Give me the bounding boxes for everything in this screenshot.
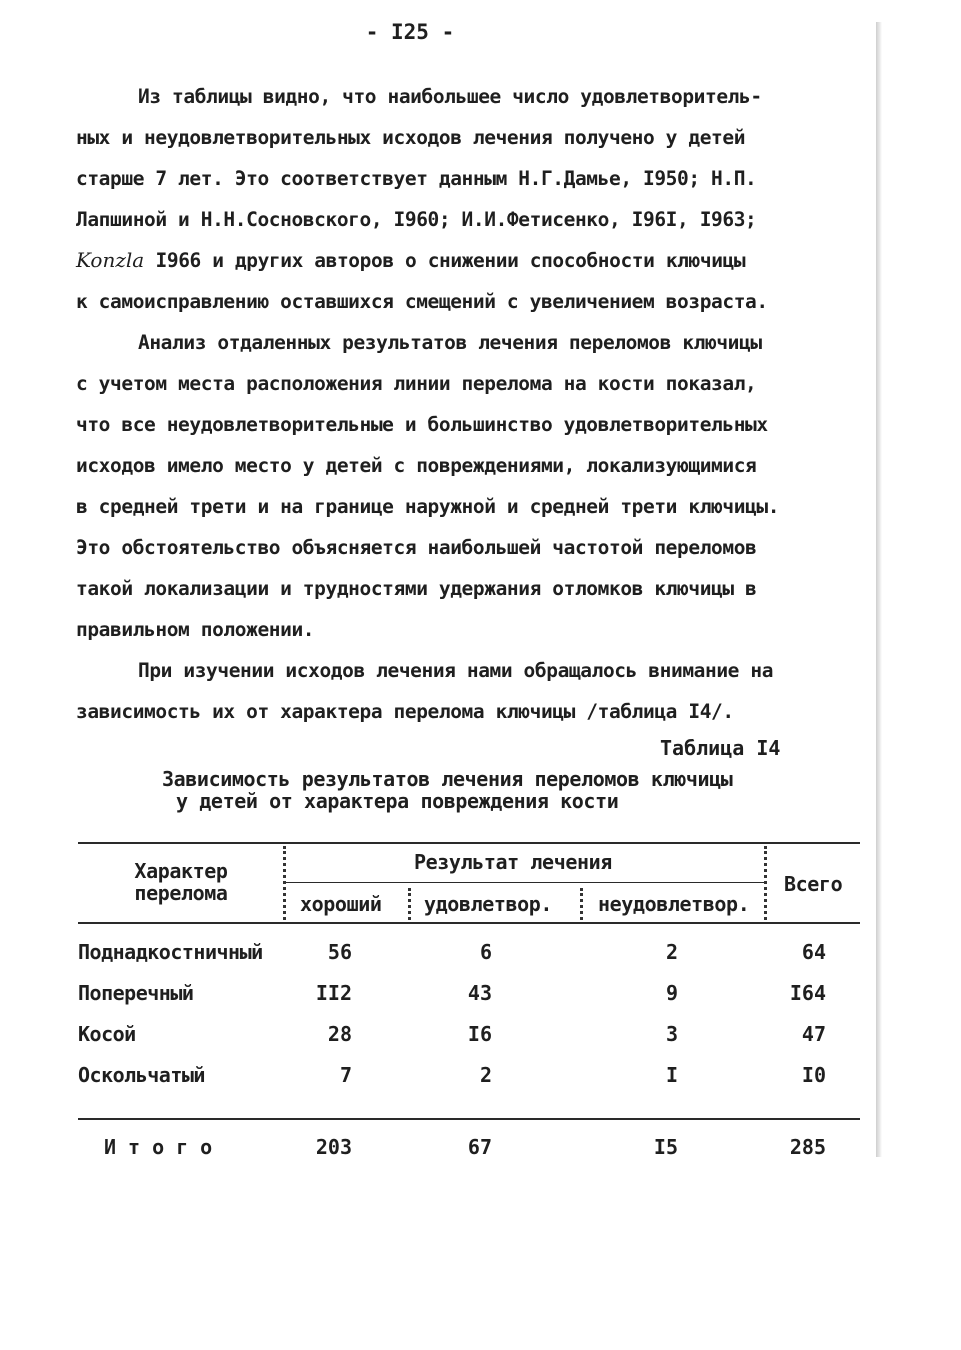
cell-total: I0 <box>801 1063 826 1087</box>
table-label: Таблица I4 <box>660 736 781 760</box>
cell-satisfactory: 2 <box>479 1063 492 1087</box>
cell-total: 285 <box>789 1135 826 1159</box>
cell-satisfactory: I6 <box>467 1022 492 1046</box>
text-line <box>76 240 846 281</box>
cell-type: Оскольчатый <box>78 1063 205 1087</box>
cell-unsatisfactory: 2 <box>665 940 678 964</box>
cell-total: 47 <box>801 1022 826 1046</box>
header-text: перелома <box>134 881 228 905</box>
text-line: с учетом места расположения линии перелома на кости показал, <box>76 372 757 395</box>
cell-satisfactory: 67 <box>467 1135 492 1159</box>
table-header-unsatisfactory: неудовлетвор. <box>598 892 750 916</box>
handwritten-author-name: Konzla <box>76 248 145 272</box>
header-text: Характер <box>134 859 228 883</box>
table-header-fracture-type <box>126 860 236 904</box>
text-line: Из таблицы видно, что наибольшее число удовлетворитель- <box>138 85 762 108</box>
table-title <box>150 768 790 812</box>
table-row <box>0 981 961 1017</box>
cell-satisfactory: 6 <box>479 940 492 964</box>
table-column-separator <box>408 888 411 920</box>
text-line: При изучении исходов лечения нами обращалось внимание на <box>138 659 774 682</box>
totals-label: Итого <box>104 1135 225 1159</box>
table-row <box>0 1022 961 1058</box>
table-header-good: хороший <box>300 892 382 916</box>
page-number: - I25 - <box>365 20 455 44</box>
text-line: зависимость их от характера перелома ключицы /таблица I4/. <box>76 700 734 723</box>
table-totals-row <box>0 1135 961 1171</box>
cell-type: Поднадкостничный <box>78 940 263 964</box>
cell-good: 7 <box>339 1063 352 1087</box>
text-line-rest: I966 и других авторов о снижении способности ключицы <box>155 249 746 272</box>
table-header-total: Всего <box>784 872 843 896</box>
text-line: Анализ отдаленных результатов лечения переломов ключицы <box>138 331 762 354</box>
cell-good: 28 <box>327 1022 352 1046</box>
table-header-result: Результат лечения <box>414 850 612 874</box>
text-line: что все неудовлетворительные и большинство удовлетворительных <box>76 413 768 436</box>
text-line: правильном положении. <box>76 618 315 641</box>
table-totals-rule <box>78 1118 860 1120</box>
cell-good: 56 <box>327 940 352 964</box>
table-title-line: у детей от характера повреждения кости <box>176 789 619 813</box>
cell-unsatisfactory: 3 <box>665 1022 678 1046</box>
cell-type: Косой <box>78 1022 136 1046</box>
cell-total: 64 <box>801 940 826 964</box>
body-text <box>76 76 846 732</box>
table-column-separator <box>764 846 767 920</box>
text-line: к самоисправлению оставшихся смещений с увеличением возраста. <box>76 290 768 313</box>
cell-unsatisfactory: I5 <box>653 1135 678 1159</box>
table-top-rule <box>78 842 860 844</box>
table-header-bottom-rule <box>78 922 860 924</box>
table-row <box>0 940 961 976</box>
cell-good: 203 <box>315 1135 352 1159</box>
text-line: ных и неудовлетворительных исходов лечения получено у детей <box>76 126 746 149</box>
table-title-line: Зависимость результатов лечения переломов ключицы <box>162 767 733 791</box>
text-line: Это обстоятельство объясняется наибольшей частотой переломов <box>76 536 757 559</box>
table-header-satisfactory: удовлетвор. <box>424 892 553 916</box>
table-header-subrule <box>286 882 764 883</box>
text-line: в средней трети и на границе наружной и средней трети ключицы. <box>76 495 780 518</box>
table-row <box>0 1063 961 1099</box>
cell-type: Поперечный <box>78 981 194 1005</box>
cell-total: I64 <box>789 981 826 1005</box>
text-line: такой локализации и трудностями удержания отломков ключицы в <box>76 577 757 600</box>
text-line: исходов имело место у детей с повреждениями, локализующимися <box>76 454 757 477</box>
cell-satisfactory: 43 <box>467 981 492 1005</box>
cell-unsatisfactory: I <box>665 1063 678 1087</box>
cell-good: II2 <box>315 981 352 1005</box>
cell-unsatisfactory: 9 <box>665 981 678 1005</box>
text-line: Лапшиной и Н.Н.Сосновского, I960; И.И.Фетисенко, I96I, I963; <box>76 208 757 231</box>
table-column-separator <box>580 888 583 920</box>
text-line: старше 7 лет. Это соответствует данным Н.Г.Дамье, I950; Н.П. <box>76 167 757 190</box>
table-column-separator <box>283 846 286 920</box>
